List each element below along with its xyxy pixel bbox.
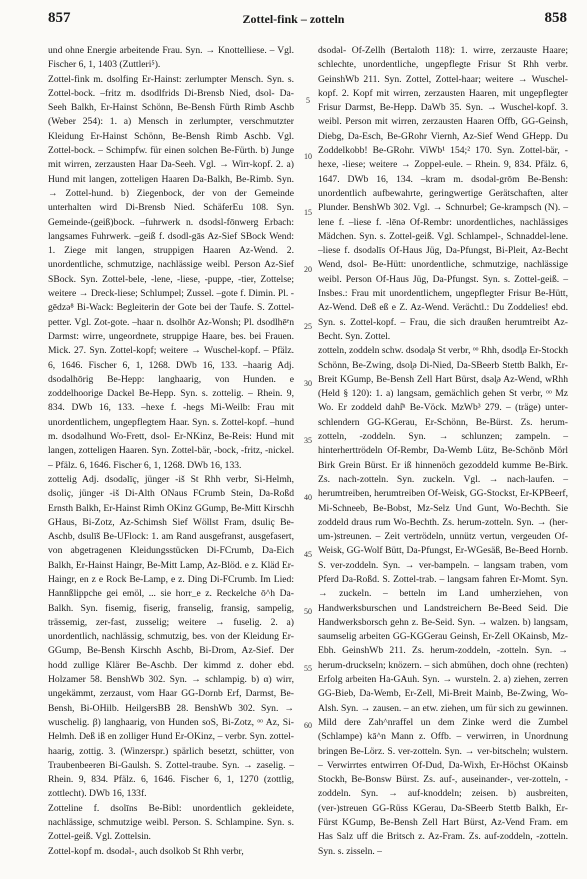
line-number: 55 — [304, 664, 312, 673]
page-number-left: 857 — [48, 10, 71, 26]
entry-paragraph: Zotteline f. dsolīns Be-Bibl: unordentlich gekleidete, nachlässige, schmutzige weibl. Person. S. Schlampine. Syn. s. Zottel-geiß. Vgl. Zottelsin. — [48, 802, 294, 843]
line-number: 5 — [306, 96, 310, 105]
line-number: 20 — [304, 265, 312, 274]
line-number: 45 — [304, 550, 312, 559]
line-number: 40 — [304, 493, 312, 502]
entry-paragraph: und ohne Energie arbeitende Frau. Syn. → Knottelliese. – Vgl. Fischer 6, 1, 1403 (Zuttleri⁵). — [48, 45, 294, 71]
line-number: 10 — [304, 152, 312, 161]
line-number: 50 — [304, 607, 312, 616]
page-number-right: 858 — [544, 10, 567, 26]
entry-paragraph: zotteln, zoddeln schw. dsodəl̥ə St verbr, ᵒᵒ Rhh, dsodl̥ə Er-Stockh Schönn, Be-Zwing, dsol̥ə Di-Nied, Da-SBeerb Stettb Balkh, Er-Breit KGump, Be-Bensh Zell Hart Bürst, dsəl̥ə Az-Wend, wRhh (Held § 120): 1. a) langsam, gemächlich gehen St verbr, ᵒᵒ Mz Wo. Er zoddeld dahi̊ⁿ Be-Vöck. MzWb³ 279. – (träge) unterschlendern GG-KGerau, Er-Schönn, Be-Bürst. Zs. herum-zotteln, -zoddeln. Syn. → schlunzen; zampeln. – hinterherttrödeln Of-Rembr, Da-Wemb Lütz, Be-Schönb Mörl Birk Grein Bürst. Er iß hinnenöch gezoddeld kumme Be-Birk. Zs. nach-zotteln. Syn. zuckeln. Vgl. → nach-laufen. – herumtreiben, herumtreiben Of-Weisk, GG-Stockst, Er-KPBeerf, Mi-Schneeb, Be-Bobst, Mz-Selz Und Gunt, Wo-Bechth. Sie zoddeld draus rum Wo-Bechth. Zs. herum-zotteln. Syn. → (herum-)streunen. – Zeit vertrödeln, unnütz vertun, vergeuden Of-Weisk, GG-Wolf Bütt, Da-Pfungst, Er-WGesäß, Be-Beed Hornb. S. ver-zoddeln. Syn. → ver-bampeln. – langsam traben, vom Pferd Da-Roßd. S. Zottel-trab. – langsam fahren Er-Momt. Syn. → zuckeln. – betteln im Land umherziehen, von Handwerksburschen und Landstreichern Be-Beed Seid. Die Handwerksborsch gehn z. Be-Seid. Syn. → walzen. b) langsam, saumselig arbeiten GG-KGGerau Geinsh, Er-Zell OKainsb, Mz-Ebh. GeinshWb 211. Zs. herum-zoddeln, -zotteln. Syn. → herum-druckseln; knözern. – sich abmühen, doch ohne (rechten) Erfolg arbeiten Ha-GAuh. Syn. → wursteln. 2. a) ziehen, zerren GG-Bieb, Da-Wemb, Er-Zell, Mi-Breit Mainb, Be-Zwing, Wo-Alsh. Syn. → zausen. – an etw. ziehen, um für sich zu gewinnen. Mild dere Zah^nraffel un dem Zinke werd die Zumbel (Schlampe) kā^n Mann z. Offb. – verwirren, in Unordnung bringen Be-Lörz. S. ver-zotteln. Syn. → ver-bitscheln; wulstern. – Verwirrtes entwirren Of-Dud, Da-Wixh, Er-Höchst OKainsb Stockh, Be-Bonsw Bürst. Zs. auf-, auseinander-, ver-zotteln, -zoddeln. Syn. → auf-knoddeln; zeisen. b) ausbreiten, (ver-)streuen GG-Rüss KGerau, Da-SBeerb Stettb Balkh, Er-Fürst KGump, Be-Bensh Zell Hart Bürst, Az-Vend Fram. em Has Salz uff die Britsch z. Az-Fram. Zs. auf-zoddeln, -zotteln. Syn. s. zisseln. – — [318, 345, 568, 857]
right-column — [318, 44, 568, 859]
line-number: 35 — [304, 436, 312, 445]
line-number: 15 — [304, 208, 312, 217]
entry-paragraph: Zottel-fink m. dsolfing Er-Hainst: zerlumpter Mensch. Syn. s. Zottel-bock. –fritz m. dsodlfrids Di-Brensb Nied, dsol- Da-Seeh Balkh, Er-Hainst Schönn, Be-Bensh Fürth Rimb Aschb (Weber 254): 1. a) Mensch in zerlumpter, verschmutzter Kleidung Er-Hainst Schönn, Be-Bensh Rimb Aschb. Vgl. Zottel-bock. – Schimpfw. für einen solchen Be-Fürth. b) Junge mit wirren, zerzausten Haar Da-Seeh. Vgl. → Wirr-kopf. 2. a) Hund mit langen, zotteligen Haaren Da-Balkh, Be-Rimb. Syn. → Zottel-hund. b) Ziegenbock, der von der Gemeinde unterhalten wird Di-Brensb Nied. SchäferEu 108. Syn. Gemeinde-(geiß)bock. –fuhrwerk n. dsodsl-fōnwerg Erbach: langsames Fuhrwerk. –geiß f. dsodl-gās Az-Sief SBock Wend: 1. Ziege mit langen, struppigen Haaren Az-Wend. 2. unordentliche, schmutzige, nachlässige weibl. Person Az-Sief SBock. Syn. Zottel-bele, -lene, -liese, -puppe, -tier, Zottelse; weitere → Dreck-liese; Schlumpel; Zussel. –gote f. Dimin. Pl. -gēdzə⁸ Bi-Wack: Begleiterin der Gote bei der Taufe. S. Zottel-petter. Vgl. Zot-gote. –haar n. dsolhōr Az-Wonsh; Pl. dsodlhēᵉn Darmst: wirre, ungeordnete, struppige Haare, bes. bei Frauen. Mick. 27. Syn. Zottel-kopf; weitere → Wuschel-kopf. – Pfälz. 6, 1646. Fischer 6, 1, 1268. DWb 16, 133. –haarig Adj. dsodəlhōrig Be-Hepp: langhaarig, von Hunden. e zoddelhoorige Dackel Be-Hepp. Syn. s. zottelig. – Rhein. 9, 834. DWb 16, 133. –hexe f. -hegs Mi-Weilb: Frau mit unordentlichem, ungepflegtem Haar. Syn. s. Zottel-kopf. –hund m. dsodəlhund Wo-Frett, dsol- Er-NKinz, Be-Reis: Hund mit langen, zotteligen Haaren. Syn. Zottel-bär, -bock, -fritz, -nickel. – Pfälz. 6, 1646. Fischer 6, 1, 1268. DWb 16, 133. — [48, 73, 294, 471]
line-number: 60 — [304, 721, 312, 730]
entry-paragraph: zottelig Adj. dsodəlīç, jünger -iš St Rhh verbr, Si-Helmh, dsoliç, jünger -iš Di-Alth ONaus FCrumb Stein, Da-Roßd Ernsth Balkh, Er-Hainst Rimh OKinz GGump, Be-Mitt Kirschh GHaus, Bi-Zotz, Az-Schimsh Sief Wöllst Fram, dsuliç Be-Aschb, dsulīš Be-UFlock: 1. am Rand ausgefranst, ausgefasert, von abgetragenen Kleidungsstücken Di-FCrumb, Da-Eich Balkh, Er-Hainst Haingr, Be-Mitt Lamp, Az-Blöd. e z. Kläd Er-Haingr, en z e Rock Be-Lamp, e z. Ding Di-FCrumb. Im Lied: Hannßlippche gei emöl, ... sie horr_e z. Reckelche ō^h Da-Balkh. Syn. fisemig, fiserig, franselig, fransig, sampelig, trässemig, zer-fast, zusselig; weitere → fuselig. 2. a) unordentlich, nachlässig, schmutzig, bes. von der Kleidung Er-GGump, Be-Bensh Kirschh Aschb, Bi-Drom, Az-Sief. Der hodd zullige Klärer Be-Aschb. Der kimmd z. doher ebd. Holzamer 58. BenshWb 302. Syn. → schlampig. b) α) wirr, ungekämmt, zerzaust, vom Haar GG-Dornb Erf, Darmst, Be-Bensh, Bi-OHilb. HeilgersBB 28. BenshWb 302. Syn. → wuschelig. β) langhaarig, von Hunden soS, Bi-Zotz, ᵒᵒ Az, Si-Helmh. Deß iß en zolliger Hund Er-OKinz, – verbr. Syn. zottel-haarig, zottig. 3. (Winzerspr.) spärlich besetzt, schütter, von Traubenbeeren Bi-Gaulsh. S. Zottel-traube. Syn. → zaselig. – Rhein. 9, 834. Pfälz. 6, 1646. Fischer 6, 1, 1270 (zottlig, zottlecht). DWb 16, 133f. — [48, 473, 294, 800]
line-number: 25 — [304, 322, 312, 331]
left-column — [48, 44, 294, 859]
entry-paragraph: dsodəl- Of-Zellh (Bertaloth 118): 1. wirre, zerzauste Haare; schlechte, unordentliche, ungepflegte Frisur St Rhh verbr. GeinshWb 211. Syn. Zottel, Zottel-haar; weitere → Wuschel-kopf. 2. Kopf mit wirren, zerzausten Haaren, mit ungepflegter Frisur Darmst, Be-Hepp. DaWb 35. Syn. → Wuschel-kopf. 3. weibl. Person mit wirren, zerzausten Haaren Offb, GG-Geinsh, Diebg, Da-Esch, Be-GRohr Viernh, Az-Sief Wend GHepp. Du Zoddelkobb! Be-GRohr. ViWb¹ 154;² 170. Syn. Zottel-bär, -hexe, -liese; weitere → Zoppel-eule. – Rhein. 9, 834. Pfälz. 6, 1647. DWb 16, 134. –kram m. dsodəl-grōm Be-Bensh: unordentlich aufbewahrte, geringwertige Gerätschaften, alter Plunder. BenshWb 302. Vgl. → Schnurbel; Ge-krampsch (N). –lene f. –liese f. -lēnə Of-Rembr: unordentliches, nachlässiges Mädchen. Syn. s. Zottel-geiß. Vgl. Schlampel-, Schnaddel-lene. –liese f. dsodəlīs Of-Haus Jüg, Da-Pfungst, Bi-Pleit, Az-Becht Wend, dsol- Be-Hütt: unordentliche, schmutzige, nachlässige weibl. Person Of-Haus Jüg, Da-Pfungst. Syn. s. Zottel-geiß. – Insbes.: Frau mit unordentlichem, ungepflegter Frisur Be-Hütt, Az-Wend. Deß eß e Z. Az-Wend. Verächtl.: Du Zoddelies! ebd. Syn. s. Zottel-kopf. – Frau, die sich draußen herumtreibt Az-Becht. Syn. Zottel. — [318, 45, 568, 342]
entry-paragraph: Zottel-kopf m. dsodəl-, auch dsolkob St Rhh verbr, — [48, 845, 244, 857]
running-head: Zottel-fink – zotteln — [242, 12, 345, 26]
line-number: 30 — [304, 379, 312, 388]
